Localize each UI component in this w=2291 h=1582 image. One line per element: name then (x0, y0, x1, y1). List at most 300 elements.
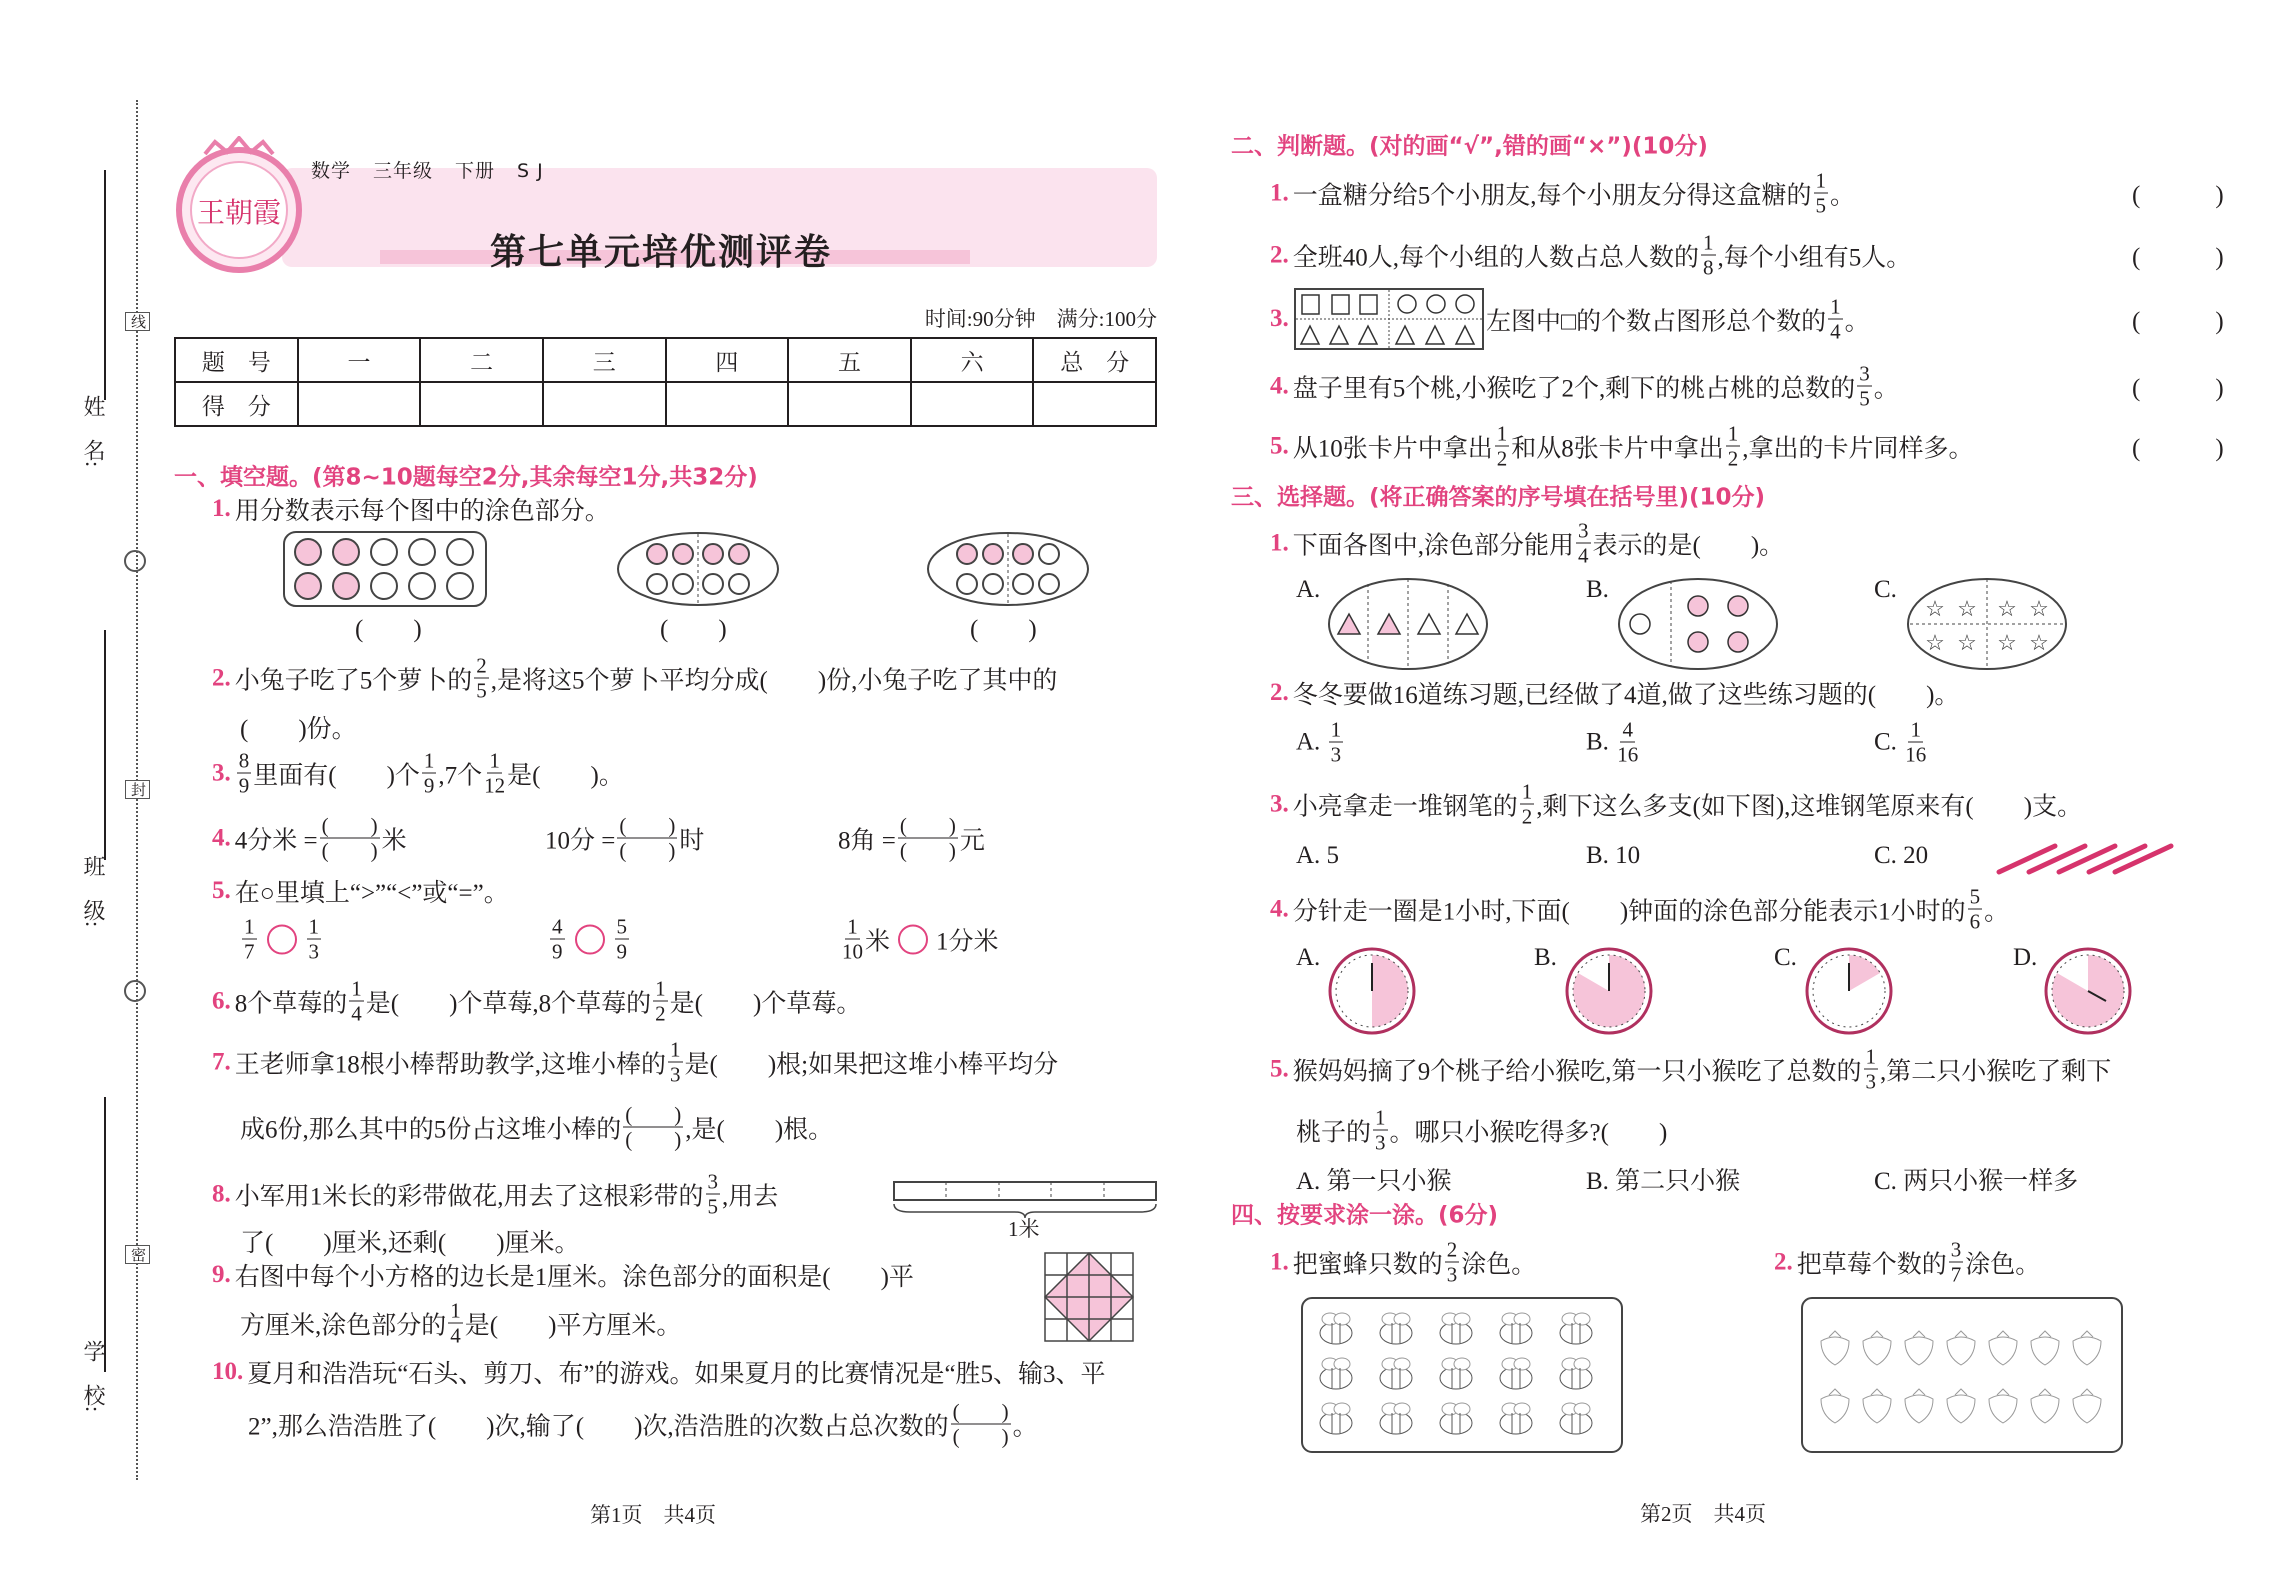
class-underline (104, 630, 106, 860)
school-underline (104, 1097, 106, 1372)
answer-blank[interactable]: ( ) (2132, 375, 2224, 402)
fraction (422, 749, 437, 798)
denominator[interactable]: ( ) (321, 838, 378, 863)
page-footer-1: 第1页 共4页 (590, 1503, 716, 1527)
strawberry-icon (1821, 1331, 1849, 1365)
full-score: 满分:100分 (1056, 307, 1157, 331)
fraction (1814, 169, 1829, 218)
fraction (668, 1038, 683, 1087)
text: C. (1874, 728, 1904, 755)
fraction (1726, 422, 1741, 471)
bee-icon (1440, 1358, 1472, 1389)
denominator: 7 (1950, 1262, 1962, 1287)
svg-text:☆: ☆ (1925, 596, 1945, 621)
question-8 (212, 1170, 778, 1219)
question-number: 8. (212, 1180, 231, 1207)
question-number: 5. (1270, 432, 1289, 459)
question-number: 10. (212, 1358, 244, 1385)
fraction (448, 1299, 463, 1348)
question-9-cont (240, 1299, 681, 1348)
bee-icon (1560, 1358, 1592, 1389)
option-c (1874, 718, 1928, 767)
svg-text:☆: ☆ (1925, 630, 1945, 655)
score-cell[interactable] (420, 382, 543, 426)
question-3 (212, 749, 624, 798)
text: 王老师拿18根小棒帮助教学,这堆小棒的 (234, 1051, 667, 1078)
text: 米 (381, 827, 407, 854)
question-number: 3. (1270, 790, 1289, 817)
numerator[interactable]: ( ) (952, 1399, 1009, 1424)
numerator: 2 (476, 653, 487, 678)
denominator: 5 (1815, 193, 1827, 218)
strawberries-figure[interactable] (1801, 1297, 2123, 1453)
numerator: 3 (1578, 518, 1589, 543)
question-number: 4. (1270, 372, 1289, 399)
numerator: 4 (552, 914, 563, 939)
numerator: 8 (238, 748, 250, 773)
seal-mark-xian: 线 (125, 312, 150, 331)
faces-figure (1616, 576, 1780, 672)
grade: 三年级 (373, 160, 434, 182)
fraction (474, 654, 489, 703)
text: 涂色。 (1461, 1251, 1537, 1278)
table-header: 四 (666, 338, 789, 382)
text: ,7个 (438, 762, 483, 789)
numerator: 1 (670, 1037, 681, 1062)
choice-1 (1270, 519, 1784, 568)
score-cell[interactable] (666, 382, 789, 426)
question-number: 2. (1774, 1248, 1793, 1275)
numerator: 1 (1521, 779, 1533, 804)
question-number: 1. (1270, 179, 1289, 206)
text: 全班40人,每个小组的人数占总人数的 (1292, 244, 1700, 271)
question-number: 2. (212, 664, 231, 691)
clock-c-icon (1803, 945, 1895, 1037)
clock-a-icon (1326, 945, 1418, 1037)
fraction (1968, 885, 1983, 934)
svg-text:☆: ☆ (1957, 630, 1977, 655)
fraction (842, 915, 863, 964)
score-cell[interactable] (1033, 382, 1156, 426)
text: 小亮拿走一堆钢笔的 (1292, 793, 1518, 820)
svg-text:☆: ☆ (1957, 596, 1977, 621)
text: 。 (1012, 1413, 1038, 1440)
ribbon-length-label: 1米 (1008, 1217, 1040, 1241)
compare-item (240, 915, 323, 964)
binding-hole-icon (122, 548, 148, 574)
option-a (1296, 718, 1345, 767)
q1-figure-oval-2 (925, 530, 1093, 610)
fraction (237, 749, 252, 798)
numerator: 1 (1830, 294, 1841, 319)
strawberry-icon (1989, 1331, 2017, 1365)
score-cell[interactable] (298, 382, 421, 426)
q1-figure-oval-1 (615, 530, 783, 610)
text: 是( )个草莓。 (669, 990, 862, 1017)
numerator: 1 (655, 976, 666, 1001)
grid-figure (1043, 1251, 1137, 1345)
fraction (349, 977, 364, 1026)
question-number: 5. (212, 877, 231, 904)
clock-d-icon (2042, 945, 2134, 1037)
text: 。哪只小猴吃得多?( ) (1389, 1119, 1668, 1146)
option-label[interactable]: B. (1586, 576, 1609, 603)
svg-text:☆: ☆ (1997, 630, 2017, 655)
score-cell[interactable] (911, 382, 1034, 426)
denominator[interactable]: ( ) (899, 838, 956, 863)
numerator: 1 (308, 914, 319, 939)
question-4b (545, 814, 704, 863)
denominator: 6 (1969, 909, 1981, 934)
bee-icon (1440, 1313, 1472, 1344)
denominator: 9 (552, 939, 563, 964)
subject: 数学 (311, 160, 352, 182)
denominator[interactable]: ( ) (619, 838, 676, 863)
fraction (242, 915, 257, 964)
numerator: 3 (707, 1169, 719, 1194)
brand-logo (175, 136, 307, 276)
option-label[interactable]: C. (1874, 576, 1897, 603)
answer-blank[interactable]: ( ) (2132, 308, 2224, 335)
question-2 (212, 654, 1057, 703)
text: 涂色。 (1965, 1251, 2041, 1278)
text: ,是( )根。 (685, 1116, 834, 1143)
numerator: 1 (351, 976, 362, 1001)
text: 从10张卡片中拿出 (1292, 435, 1493, 462)
strawberry-icon (2031, 1331, 2059, 1365)
option-label[interactable]: B. (1534, 944, 1557, 971)
option-label[interactable]: D. (2013, 944, 2038, 971)
text: 是( )根;如果把这堆小棒平均分 (684, 1051, 1059, 1078)
numerator: 1 (244, 914, 255, 939)
time-limit: 时间:90分钟 (924, 307, 1036, 331)
section-1-title: 一、填空题。(第8~10题每空2分,其余每空1分,共32分) (174, 464, 758, 491)
numerator: 4 (1622, 717, 1633, 742)
text: ,是将这5个萝卜平均分成( )份,小兔子吃了其中的 (490, 667, 1058, 694)
shapes-figure (1294, 288, 1486, 352)
numerator: 2 (1446, 1237, 1458, 1262)
numerator: 1 (1330, 717, 1342, 742)
text: 1分米 (936, 928, 999, 955)
question-number: 7. (212, 1048, 231, 1075)
text: 下面各图中,涂色部分能用 (1292, 532, 1575, 559)
score-cell[interactable] (788, 382, 911, 426)
denominator: 4 (1830, 319, 1841, 344)
text: A. (1296, 728, 1327, 755)
fraction (1857, 362, 1872, 411)
bee-icon (1440, 1403, 1472, 1434)
fraction (1905, 718, 1926, 767)
text: ,剩下这么多支(如下图),这堆钢笔原来有( )支。 (1536, 793, 2083, 820)
paint-2 (1774, 1238, 2040, 1287)
text: 一盒糖分给5个小朋友,每个小朋友分得这盒糖的 (1292, 182, 1812, 209)
choice-4 (1270, 885, 2009, 934)
table-header: 二 (420, 338, 543, 382)
numerator: 1 (1703, 230, 1714, 255)
compare-circle[interactable] (267, 924, 297, 954)
text: 冬冬要做16道练习题,已经做了4道,做了这些练习题的( )。 (1292, 682, 1960, 709)
seal-mark-mi: 密 (125, 1245, 150, 1264)
compare-item (548, 915, 631, 964)
text: B. (1586, 728, 1616, 755)
text: 。 (1984, 898, 2010, 925)
text: 分针走一圈是1小时,下面( )钟面的涂色部分能表示1小时的 (1292, 898, 1966, 925)
option-label[interactable]: B. 10 (1586, 842, 1641, 869)
fraction (307, 915, 322, 964)
question-10-cont (248, 1400, 1038, 1449)
text: 表示的是( )。 (1592, 532, 1785, 559)
denominator: 4 (450, 1323, 461, 1348)
clock-b-icon (1563, 945, 1655, 1037)
question-10 (212, 1354, 1106, 1390)
denominator: 10 (842, 939, 863, 964)
text: 夏月和浩浩玩“石头、剪刀、布”的游戏。如果夏月的比赛情况是“胜5、输3、平 (247, 1361, 1106, 1388)
text: 小军用1米长的彩带做花,用去了这根彩带的 (234, 1183, 704, 1210)
denominator: 16 (1617, 742, 1639, 767)
choice-5-cont (1296, 1106, 1667, 1155)
denominator: 5 (707, 1194, 719, 1219)
text: 小兔子吃了5个萝卜的 (234, 667, 473, 694)
answer-blank[interactable]: ( ) (2132, 244, 2224, 271)
question-1 (212, 491, 610, 527)
question-9 (212, 1257, 914, 1293)
option-label[interactable]: B. 第二只小猴 (1586, 1168, 1741, 1195)
denominator: 4 (351, 1001, 362, 1026)
numerator[interactable]: ( ) (899, 813, 956, 838)
strawberry-icon (1863, 1389, 1891, 1423)
numerator: 1 (1375, 1105, 1386, 1130)
denominator: 3 (1446, 1262, 1458, 1287)
text: 成6份,那么其中的5份占这堆小棒的 (240, 1116, 622, 1143)
row-label: 得 分 (175, 382, 298, 426)
numerator: 3 (1859, 361, 1870, 386)
fraction (320, 814, 380, 863)
subject-line (311, 156, 566, 183)
text: 猴妈妈摘了9个桃子给小猴吃,第一只小猴吃了总数的 (1292, 1058, 1862, 1085)
table-header-row (175, 338, 1156, 382)
fraction (1373, 1106, 1388, 1155)
q1-answer-blank[interactable]: ( ) (660, 616, 727, 643)
compare-item (840, 915, 999, 964)
numerator: 1 (847, 914, 858, 939)
school-label: 学 校: (81, 1340, 106, 1413)
judge-2 (1270, 231, 1911, 280)
fraction (615, 915, 630, 964)
numerator[interactable]: ( ) (625, 1102, 682, 1127)
fraction (706, 1170, 721, 1219)
svg-text:☆: ☆ (2029, 630, 2049, 655)
fraction (1617, 718, 1638, 767)
denominator: 2 (1521, 804, 1533, 829)
name-underline (104, 170, 106, 400)
question-number: 1. (1270, 529, 1289, 556)
numerator: 1 (1865, 1044, 1877, 1069)
numerator[interactable]: ( ) (619, 813, 676, 838)
compare-circle[interactable] (575, 924, 605, 954)
bee-icon (1500, 1403, 1532, 1434)
question-2-cont (240, 709, 357, 745)
text: 盘子里有5个桃,小猴吃了2个,剩下的桃占桃的总数的 (1292, 375, 1856, 402)
strawberry-icon (1905, 1331, 1933, 1365)
numerator: 5 (1969, 884, 1981, 909)
table-header: 六 (911, 338, 1034, 382)
bee-icon (1500, 1313, 1532, 1344)
table-header: 一 (298, 338, 421, 382)
fraction (898, 814, 958, 863)
section-3-title: 三、选择题。(将正确答案的序号填在括号里)(10分) (1231, 484, 1766, 511)
fraction (1949, 1238, 1964, 1287)
question-number: 4. (212, 824, 231, 851)
table-header: 总 分 (1033, 338, 1156, 382)
option-label[interactable]: A. 第一只小猴 (1296, 1168, 1452, 1195)
denominator: 2 (1727, 446, 1739, 471)
denominator: 4 (1578, 543, 1589, 568)
answer-blank[interactable]: ( ) (2132, 182, 2224, 209)
bee-icon (1320, 1403, 1352, 1434)
denominator: 16 (1905, 742, 1927, 767)
denominator[interactable]: ( ) (625, 1127, 682, 1152)
text: 4分米 = (234, 827, 318, 854)
strawberry-icon (2031, 1389, 2059, 1423)
text: 了( )厘米,还剩( )厘米。 (240, 1230, 580, 1257)
fraction (1701, 231, 1716, 280)
numerator: 1 (1910, 717, 1921, 742)
question-6 (212, 977, 861, 1026)
svg-text:☆: ☆ (1997, 596, 2017, 621)
denominator[interactable]: ( ) (952, 1424, 1009, 1449)
choice-2 (1270, 675, 1959, 711)
question-number: 1. (1270, 1248, 1289, 1275)
denominator: 9 (423, 773, 435, 798)
text: 。 (1844, 308, 1870, 335)
question-number: 1. (212, 495, 231, 522)
fraction (1445, 1238, 1460, 1287)
denominator: 3 (670, 1062, 681, 1087)
edition: S J (517, 160, 544, 182)
question-4c (838, 814, 985, 863)
table-score-row (175, 382, 1156, 426)
compare-circle[interactable] (898, 924, 928, 954)
bee-icon (1380, 1313, 1412, 1344)
text: 方厘米,涂色部分的 (240, 1312, 447, 1339)
fraction (1495, 422, 1510, 471)
question-number: 6. (212, 987, 231, 1014)
text: ,拿出的卡片同样多。 (1742, 435, 1974, 462)
bee-icon (1380, 1403, 1412, 1434)
question-7 (212, 1038, 1058, 1087)
denominator: 3 (1330, 742, 1342, 767)
question-5 (212, 873, 509, 909)
text: 时 (679, 827, 705, 854)
score-cell[interactable] (543, 382, 666, 426)
class-label: 班 级: (81, 855, 106, 928)
numerator: 1 (1496, 421, 1508, 446)
text: 是( )平方厘米。 (464, 1312, 682, 1339)
table-header: 三 (543, 338, 666, 382)
strawberry-icon (1905, 1389, 1933, 1423)
judge-4 (1270, 362, 1899, 411)
name-label: 姓 名: (81, 395, 106, 468)
answer-blank[interactable]: ( ) (2132, 435, 2224, 462)
numerator[interactable]: ( ) (321, 813, 378, 838)
text: 元 (959, 827, 985, 854)
denominator: 7 (244, 939, 255, 964)
page-footer-2: 第2页 共4页 (1640, 1502, 1766, 1526)
time-info (925, 303, 1157, 333)
denominator: 9 (238, 773, 250, 798)
option-label[interactable]: C. 两只小猴一样多 (1874, 1168, 2079, 1195)
fraction (550, 915, 565, 964)
binding-hole-icon (122, 978, 148, 1004)
svg-text:王朝霞: 王朝霞 (196, 196, 282, 229)
text: 用分数表示每个图中的涂色部分。 (234, 498, 610, 525)
fraction (1576, 519, 1591, 568)
q1-figure-circles (282, 530, 492, 610)
denominator: 8 (1703, 255, 1714, 280)
strawberry-icon (2073, 1389, 2101, 1423)
numerator: 1 (1727, 421, 1739, 446)
question-number: 5. (1270, 1055, 1289, 1082)
text: 把蜜蜂只数的 (1292, 1251, 1443, 1278)
fraction (1329, 718, 1344, 767)
strawberry-icon (1863, 1331, 1891, 1365)
choice-5 (1270, 1045, 2111, 1094)
numerator: 3 (1950, 1237, 1962, 1262)
denominator: 3 (308, 939, 319, 964)
fraction (653, 977, 668, 1026)
denominator: 3 (1865, 1069, 1877, 1094)
strawberry-icon (1989, 1389, 2017, 1423)
fraction (623, 1103, 683, 1152)
text: 右图中每个小方格的边长是1厘米。涂色部分的面积是( )平 (234, 1264, 914, 1291)
option-label[interactable]: C. 20 (1874, 842, 1929, 869)
denominator: 5 (1859, 386, 1870, 411)
text: ,用去 (722, 1183, 779, 1210)
option-label[interactable]: A. (1296, 944, 1321, 971)
denominator: 9 (616, 939, 627, 964)
judge-5 (1270, 422, 1974, 471)
fraction (617, 814, 677, 863)
q1-answer-blank[interactable]: ( ) (355, 616, 422, 643)
text: 在○里填上“>”“<”或“=”。 (234, 880, 509, 907)
q1-answer-blank[interactable]: ( ) (970, 616, 1037, 643)
pens-figure (1995, 836, 2175, 878)
question-7-cont (240, 1103, 833, 1152)
page-title: 第七单元培优测评卷 (490, 232, 833, 273)
bees-figure[interactable] (1301, 1297, 1623, 1453)
option-label[interactable]: A. 5 (1296, 842, 1340, 869)
question-8-cont (240, 1223, 580, 1259)
svg-text:☆: ☆ (2029, 596, 2049, 621)
text: 里面有( )个 (253, 762, 420, 789)
table-header: 题 号 (175, 338, 298, 382)
text: 。 (1873, 375, 1899, 402)
strawberry-icon (1821, 1389, 1849, 1423)
numerator: 1 (1815, 168, 1827, 193)
question-4a (212, 814, 407, 863)
option-label[interactable]: C. (1774, 944, 1797, 971)
question-number: 2. (1270, 241, 1289, 268)
question-number: 9. (212, 1261, 231, 1288)
fraction (951, 1400, 1011, 1449)
fraction (1520, 780, 1535, 829)
denominator: 2 (655, 1001, 666, 1026)
numerator: 5 (616, 914, 627, 939)
text: 左图中□的个数占图形总个数的 (1486, 308, 1827, 335)
option-label[interactable]: A. (1296, 576, 1321, 603)
text: 和从8张卡片中拿出 (1511, 435, 1724, 462)
bee-icon (1560, 1313, 1592, 1344)
